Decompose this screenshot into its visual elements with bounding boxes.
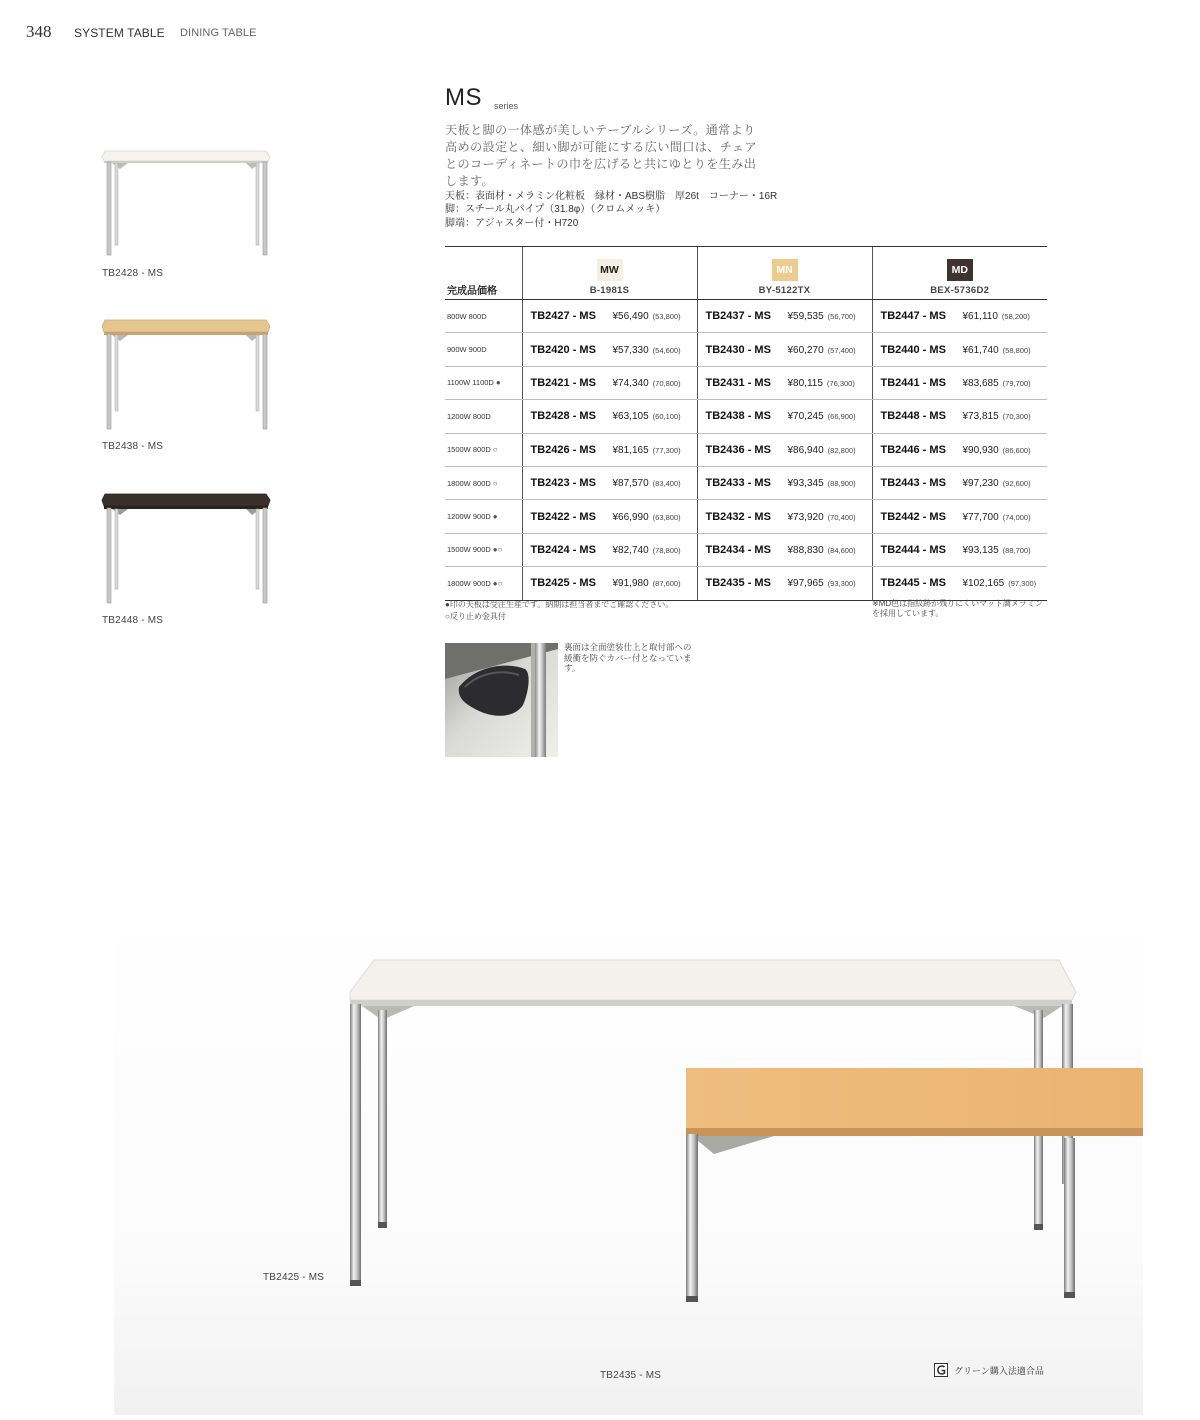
green-purchase-mark	[934, 1363, 1044, 1377]
price: ¥86,940	[787, 444, 824, 456]
note-made-to-order: ●印の天板は受注生産です。納期は担当者までご確認ください。	[445, 600, 674, 609]
price-cell	[872, 567, 1047, 600]
price-cell	[522, 366, 697, 399]
price-table-header	[445, 247, 1047, 300]
price-cell	[697, 400, 872, 433]
price: ¥59,535	[787, 311, 824, 323]
model-number: TB2437 - MS	[705, 310, 771, 323]
price-excl-tax: (87,600)	[652, 579, 681, 589]
price-row	[445, 400, 1047, 433]
size-cell	[445, 300, 522, 333]
price-cell	[522, 333, 697, 366]
price-cell	[872, 300, 1047, 333]
price-excl-tax: (88,700)	[1002, 545, 1031, 555]
price-excl-tax: (63,800)	[652, 512, 681, 522]
model-number: TB2441 - MS	[880, 376, 946, 389]
color-swatch: MN	[772, 259, 798, 281]
size-cell	[445, 567, 522, 600]
size-mark: ○	[492, 445, 498, 455]
page-number: 348	[26, 22, 52, 41]
price-table-body	[445, 300, 1047, 601]
price-cell	[697, 500, 872, 533]
model-number: TB2427 - MS	[530, 310, 596, 323]
size-cell	[445, 400, 522, 433]
price: ¥97,230	[962, 478, 999, 490]
price-cell	[522, 466, 697, 499]
price-cell	[872, 533, 1047, 566]
price-excl-tax: (56,700)	[827, 312, 856, 322]
price-row	[445, 500, 1047, 533]
model-number: TB2421 - MS	[530, 376, 596, 389]
model-number: TB2432 - MS	[705, 510, 771, 523]
model-number: TB2447 - MS	[880, 310, 946, 323]
price-excl-tax: (82,800)	[827, 445, 856, 455]
price: ¥73,815	[962, 411, 999, 423]
color-code: BEX-5736D2	[930, 285, 990, 296]
price: ¥83,685	[962, 377, 999, 389]
model-number: TB2431 - MS	[705, 376, 771, 389]
note-right: ※MD色は指紋跡が残りにくいマット調メラミンを採用しています。	[872, 599, 1043, 618]
series-suffix: series	[494, 101, 519, 111]
price-row	[445, 300, 1047, 333]
price-excl-tax: (79,700)	[1002, 378, 1031, 388]
color-header-md	[872, 247, 1047, 300]
price-row	[445, 533, 1047, 566]
hero-tables-image	[114, 900, 1143, 1415]
model-number: TB2446 - MS	[880, 443, 946, 456]
price-excl-tax: (70,300)	[1002, 412, 1031, 422]
price-excl-tax: (70,800)	[652, 378, 681, 388]
thumbnail-label: TB2438 - MS	[102, 441, 164, 452]
price-row	[445, 466, 1047, 499]
model-number: TB2422 - MS	[530, 510, 596, 523]
note-left	[445, 599, 673, 622]
spec-feet: 脚端：アジャスター付・H720	[445, 217, 579, 229]
price-excl-tax: (74,000)	[1002, 512, 1031, 522]
size-mark: ●	[495, 378, 501, 388]
price: ¥102,165	[962, 578, 1005, 590]
price-cell	[872, 433, 1047, 466]
size-cell	[445, 333, 522, 366]
price-excl-tax: (78,800)	[652, 545, 681, 555]
size-label: 1100W 1100D	[447, 378, 494, 388]
price-row	[445, 333, 1047, 366]
size-cell	[445, 500, 522, 533]
price-excl-tax: (76,300)	[826, 378, 855, 388]
price: ¥56,490	[612, 311, 649, 323]
price-cell	[872, 400, 1047, 433]
price-excl-tax: (77,300)	[652, 445, 681, 455]
size-mark: ●○	[492, 578, 503, 588]
price: ¥73,920	[787, 511, 824, 523]
price-excl-tax: (54,600)	[652, 345, 681, 355]
price-cell	[872, 500, 1047, 533]
size-label: 1200W 800D	[447, 411, 491, 421]
price: ¥74,340	[612, 377, 649, 389]
section-title: SYSTEM TABLE	[74, 26, 165, 40]
price-cell	[697, 567, 872, 600]
color-swatch: MW	[597, 259, 623, 281]
color-swatch: MD	[947, 259, 973, 281]
model-number: TB2424 - MS	[530, 543, 596, 556]
model-number: TB2435 - MS	[705, 577, 771, 590]
price: ¥93,135	[962, 544, 999, 556]
size-mark: ●○	[492, 545, 503, 555]
price-excl-tax: (84,600)	[827, 545, 856, 555]
price-table	[445, 246, 1047, 601]
size-label: 800W 800D	[447, 311, 487, 321]
price-cell	[697, 466, 872, 499]
hero-label-wood-table: TB2435 - MS	[600, 1370, 662, 1381]
model-number: TB2425 - MS	[530, 577, 596, 590]
price-cell	[697, 300, 872, 333]
color-header-mn	[697, 247, 872, 300]
price-cell	[872, 366, 1047, 399]
model-number: TB2442 - MS	[880, 510, 946, 523]
price: ¥91,980	[612, 578, 649, 590]
price: ¥97,965	[787, 578, 824, 590]
thumbnail-white-table	[100, 143, 272, 279]
size-cell	[445, 366, 522, 399]
price: ¥88,830	[787, 544, 824, 556]
note-warp-bracket: ○反り止め金具付	[445, 611, 506, 621]
subsection-title: DINING TABLE	[180, 27, 257, 39]
price-excl-tax: (58,800)	[1002, 345, 1031, 355]
price-cell	[697, 433, 872, 466]
price-cell	[872, 466, 1047, 499]
price: ¥77,700	[962, 511, 999, 523]
size-label: 1500W 800D	[447, 445, 491, 455]
green-purchase-label: グリーン購入法適合品	[954, 1365, 1044, 1376]
model-number: TB2448 - MS	[880, 410, 946, 423]
price-header-label: 完成品価格	[445, 247, 522, 300]
price-excl-tax: (93,300)	[827, 579, 856, 589]
corner-detail-image	[445, 643, 558, 757]
price-cell	[522, 533, 697, 566]
model-number: TB2445 - MS	[880, 577, 946, 590]
price: ¥93,345	[787, 478, 824, 490]
price-cell	[697, 533, 872, 566]
price-excl-tax: (97,300)	[1008, 579, 1037, 589]
price: ¥90,930	[962, 444, 999, 456]
price-excl-tax: (92,600)	[1002, 479, 1031, 489]
model-number: TB2433 - MS	[705, 477, 771, 490]
price-excl-tax: (60,100)	[652, 412, 681, 422]
price: ¥82,740	[612, 544, 649, 556]
model-number: TB2434 - MS	[705, 543, 771, 556]
price-cell	[522, 300, 697, 333]
price-excl-tax: (57,400)	[827, 345, 856, 355]
model-number: TB2440 - MS	[880, 343, 946, 356]
size-label: 1200W 900D	[447, 512, 491, 522]
model-number: TB2443 - MS	[880, 477, 946, 490]
series-title: MS	[445, 84, 482, 111]
thumbnail-label: TB2428 - MS	[102, 268, 164, 279]
price: ¥63,105	[612, 411, 649, 423]
thumbnail-dark-table	[100, 490, 272, 626]
price: ¥61,110	[962, 311, 998, 323]
model-number: TB2423 - MS	[530, 477, 596, 490]
thumbnail-label: TB2448 - MS	[102, 615, 164, 626]
price: ¥61,740	[962, 344, 999, 356]
model-number: TB2426 - MS	[530, 443, 596, 456]
spec-top: 天板：表面材・メラミン化粧板 縁材・ABS樹脂 厚26t コーナー・16R	[445, 191, 778, 202]
size-mark: ●	[492, 512, 498, 522]
price: ¥66,990	[612, 511, 649, 523]
size-cell	[445, 466, 522, 499]
price-excl-tax: (58,200)	[1001, 312, 1030, 322]
series-description: 天板と脚の一体感が美しいテーブルシリーズ。通常より高めの設定と、細い脚が可能にする広い間口は、チェアとのコーディネートの巾を広げると共にゆとりを生み出します。	[445, 123, 757, 188]
price: ¥57,330	[612, 344, 649, 356]
table-white-image	[100, 143, 272, 258]
model-number: TB2430 - MS	[705, 343, 771, 356]
price: ¥60,270	[787, 344, 824, 356]
size-label: 900W 900D	[447, 345, 487, 355]
size-label: 1800W 900D	[447, 578, 491, 588]
price-excl-tax: (53,800)	[652, 312, 681, 322]
price-row	[445, 567, 1047, 600]
price-cell	[522, 400, 697, 433]
price-row	[445, 433, 1047, 466]
price: ¥70,245	[787, 411, 824, 423]
color-header-mw	[522, 247, 697, 300]
spec-list	[445, 190, 778, 230]
table-natural-image	[100, 316, 272, 431]
size-cell	[445, 433, 522, 466]
price-cell	[522, 433, 697, 466]
size-label: 1800W 800D	[447, 478, 491, 488]
price-row	[445, 366, 1047, 399]
green-purchase-icon	[934, 1363, 948, 1377]
price: ¥81,165	[612, 444, 649, 456]
size-label: 1500W 900D	[447, 545, 491, 555]
price: ¥80,115	[787, 377, 823, 389]
spec-legs: 脚：スチール丸パイプ（31.8φ）（クロムメッキ）	[445, 204, 666, 216]
price: ¥87,570	[612, 478, 649, 490]
model-number: TB2436 - MS	[705, 443, 771, 456]
model-number: TB2438 - MS	[705, 410, 771, 423]
price-cell	[697, 366, 872, 399]
price-excl-tax: (88,900)	[827, 479, 856, 489]
price-cell	[697, 333, 872, 366]
hero-photo	[114, 900, 1143, 1415]
price-excl-tax: (83,400)	[652, 479, 681, 489]
detail-photo	[445, 643, 558, 757]
price-excl-tax: (70,400)	[827, 512, 856, 522]
color-code: B-1981S	[589, 285, 630, 296]
detail-caption: 裏面は全面塗装仕上と取付部への緩衝を防ぐカバー付となっています。	[564, 642, 692, 673]
model-number: TB2444 - MS	[880, 543, 946, 556]
price-cell	[522, 567, 697, 600]
hero-label-white-table: TB2425 - MS	[263, 1272, 325, 1283]
size-cell	[445, 533, 522, 566]
table-dark-image	[100, 490, 272, 605]
price-excl-tax: (66,900)	[827, 412, 856, 422]
color-code: BY-5122TX	[758, 285, 811, 296]
price-cell	[872, 333, 1047, 366]
price-excl-tax: (86,600)	[1002, 445, 1031, 455]
size-mark: ○	[492, 478, 498, 488]
model-number: TB2428 - MS	[530, 410, 596, 423]
price-cell	[522, 500, 697, 533]
model-number: TB2420 - MS	[530, 343, 596, 356]
thumbnail-natural-table	[100, 316, 272, 452]
